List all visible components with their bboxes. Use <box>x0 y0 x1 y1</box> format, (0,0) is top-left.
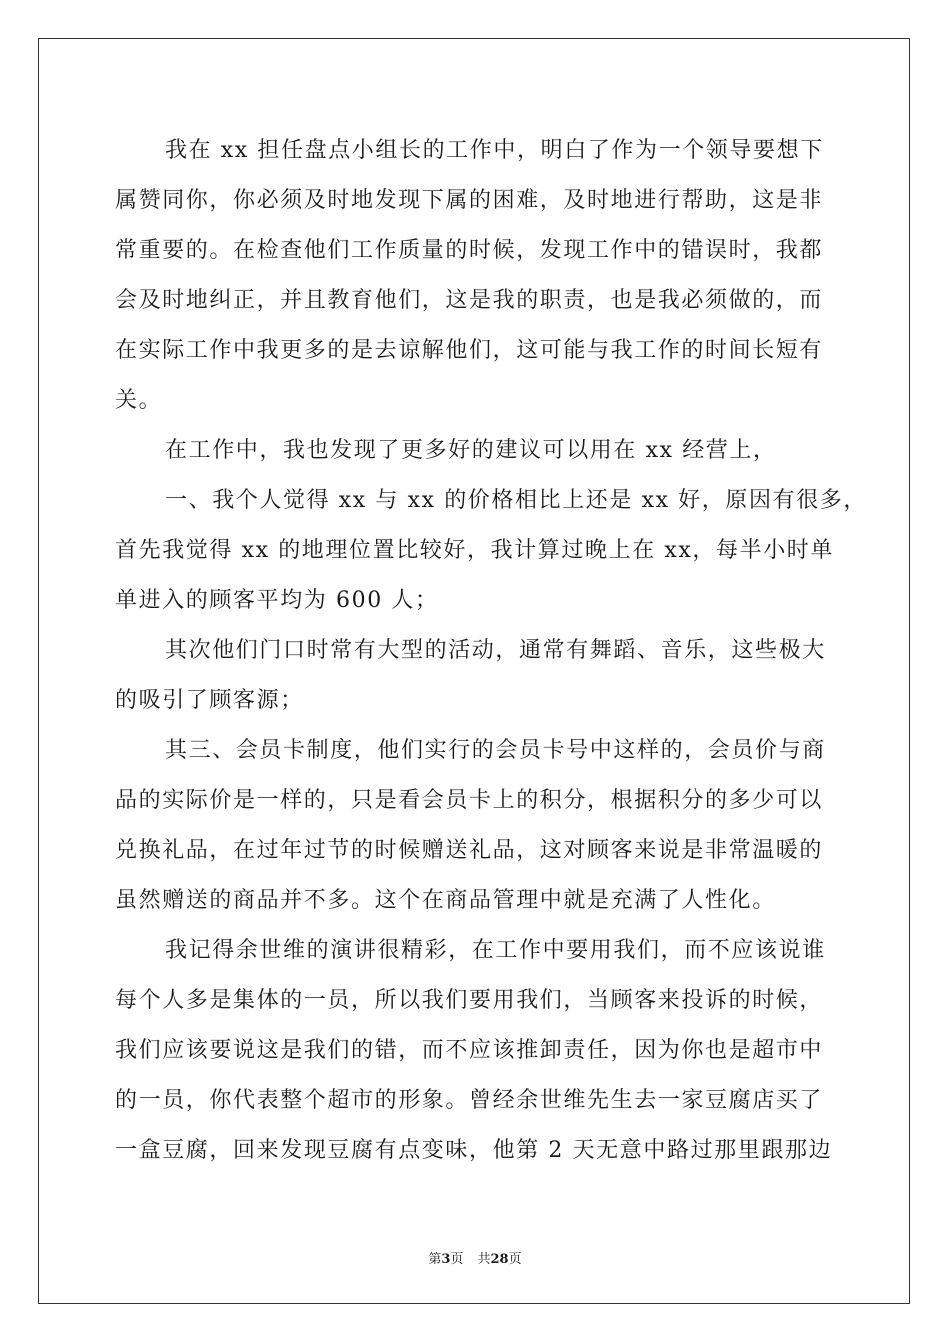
text-line: 我记得余世维的演讲很精彩，在工作中要用我们，而不应该说谁 <box>165 938 826 963</box>
text-line: 单进入的顾客平均为 600 人； <box>115 588 439 613</box>
page-total: 28 <box>490 1252 509 1267</box>
text-line: 在工作中，我也发现了更多好的建议可以用在 xx 经营上， <box>165 438 777 463</box>
total-unit: 页 <box>508 1252 522 1267</box>
text-line: 其三、会员卡制度，他们实行的会员卡号中这样的，会员价与商 <box>165 738 826 763</box>
text-line: 会及时地纠正，并且教育他们，这是我的职责，也是我必须做的，而 <box>115 288 824 313</box>
text-line: 兑换礼品，在过年过节的时候赠送礼品，这对顾客来说是非常温暖的 <box>115 838 824 863</box>
text-line: 关。 <box>115 388 163 413</box>
text-line: 我在 xx 担任盘点小组长的工作中，明白了作为一个领导要想下 <box>165 138 824 163</box>
text-line: 每个人多是集体的一员，所以我们要用我们，当顾客来投诉的时候， <box>115 988 824 1013</box>
text-line: 其次他们门口时常有大型的活动，通常有舞蹈、音乐，这些极大 <box>165 638 826 663</box>
text-line: 在实际工作中我更多的是去谅解他们，这可能与我工作的时间长短有 <box>115 338 824 363</box>
text-line: 一盒豆腐，回来发现豆腐有点变味，他第 2 天无意中路过那里跟那边 <box>115 1138 833 1163</box>
text-line: 的吸引了顾客源； <box>115 688 304 713</box>
text-line: 一、我个人觉得 xx 与 xx 的价格相比上还是 xx 好，原因有很多， <box>165 488 868 513</box>
page-current: 3 <box>441 1252 451 1267</box>
text-line: 首先我觉得 xx 的地理位置比较好，我计算过晚上在 xx，每半小时单 <box>115 538 835 563</box>
page-unit: 页 <box>450 1252 464 1267</box>
text-line: 常重要的。在检查他们工作质量的时候，发现工作中的错误时，我都 <box>115 238 824 263</box>
page-footer <box>0 1248 950 1267</box>
text-line: 属赞同你，你必须及时地发现下属的困难，及时地进行帮助，这是非 <box>115 188 824 213</box>
page-prefix: 第 <box>428 1252 442 1267</box>
text-line: 的一员，你代表整个超市的形象。曾经余世维先生去一家豆腐店买了 <box>115 1088 824 1113</box>
total-prefix: 共 <box>477 1252 491 1267</box>
text-line: 品的实际价是一样的，只是看会员卡上的积分，根据积分的多少可以 <box>115 788 824 813</box>
text-line: 虽然赠送的商品并不多。这个在商品管理中就是充满了人性化。 <box>115 888 776 913</box>
text-line: 我们应该要说这是我们的错，而不应该推卸责任，因为你也是超市中 <box>115 1038 824 1063</box>
